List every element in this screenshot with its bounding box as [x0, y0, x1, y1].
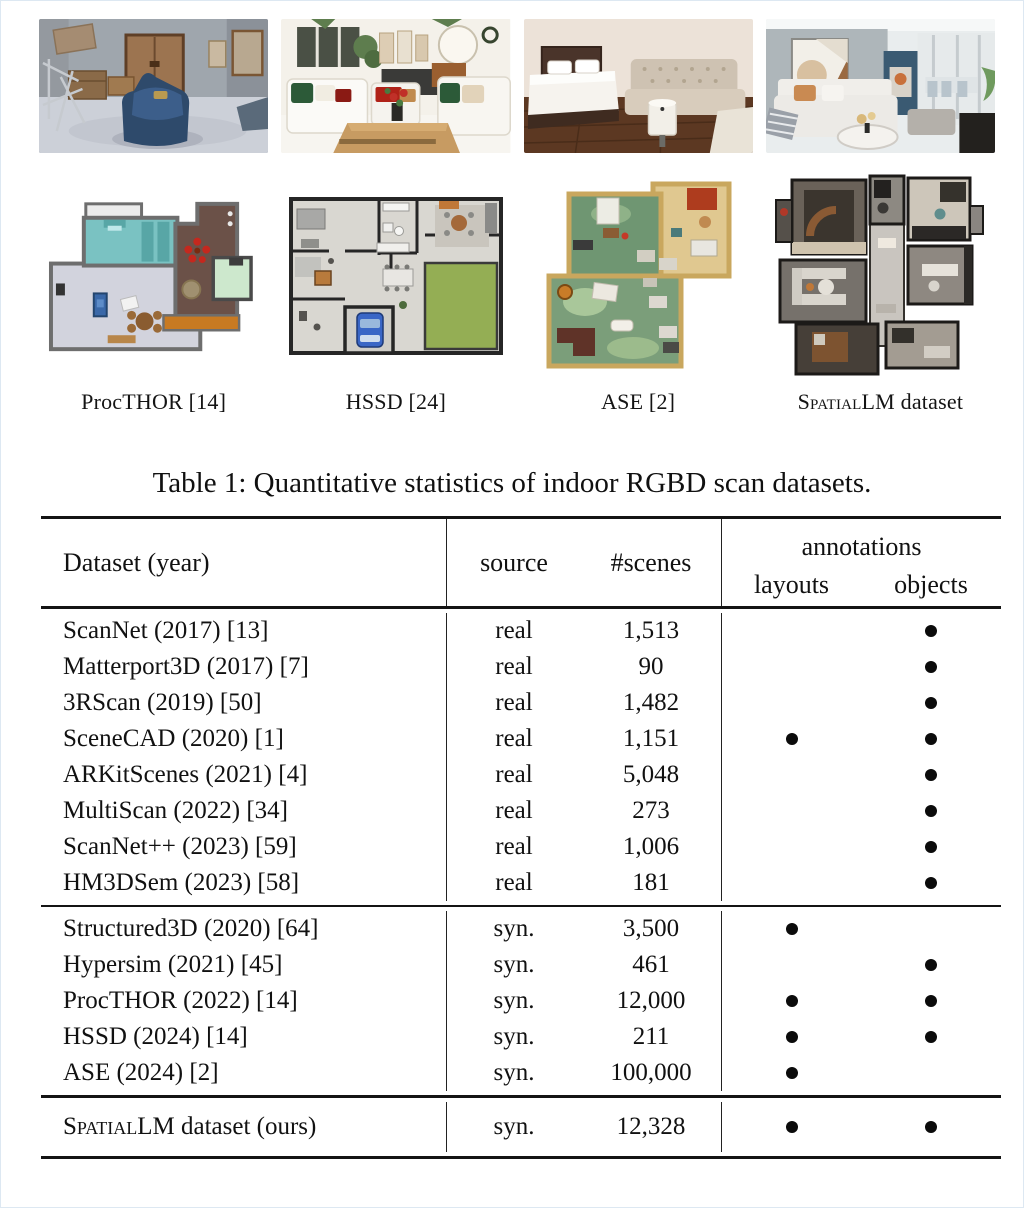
layouts-annotation-dot — [786, 1031, 798, 1043]
layouts-cell — [721, 947, 861, 983]
table-caption: Table 1: Quantitative statistics of indoor RGBD scan datasets. — [152, 467, 872, 499]
objects-cell — [861, 613, 1001, 649]
objects-cell — [861, 1102, 1001, 1152]
dataset-cell: Hypersim (2021) [45] — [63, 951, 283, 978]
source-cell: real — [446, 793, 581, 829]
layouts-annotation-dot — [786, 1121, 798, 1133]
table-row — [41, 721, 1001, 757]
hssd-floorplan-image — [287, 195, 505, 357]
scenes-cell: 3,500 — [622, 915, 680, 942]
procthor-label: ProcTHOR [14] — [81, 389, 227, 414]
scenes-cell: 12,328 — [616, 1112, 686, 1140]
table-group — [41, 1098, 1001, 1156]
objects-cell — [861, 793, 1001, 829]
layouts-annotation-dot — [786, 733, 798, 745]
layouts-cell — [721, 1055, 861, 1091]
floorplan-images-row — [1, 171, 1023, 381]
dataset-cell: HSSD (2024) [14] — [63, 1023, 248, 1050]
objects-annotation-dot — [925, 877, 937, 889]
objects-cell — [861, 911, 1001, 947]
table-row — [41, 983, 1001, 1019]
scenes-cell: 1,482 — [622, 688, 680, 716]
table-row — [41, 613, 1001, 649]
objects-annotation-dot — [925, 841, 937, 853]
layouts-annotation-dot — [786, 995, 798, 1007]
header-scenes: #scenes — [610, 547, 692, 577]
table-row — [41, 793, 1001, 829]
source-cell: syn. — [446, 947, 581, 983]
table-row — [41, 865, 1001, 901]
dataset-cell: ASE (2024) [2] — [63, 1059, 219, 1086]
objects-annotation-dot — [925, 1121, 937, 1133]
source-cell: syn. — [446, 911, 581, 947]
objects-cell — [861, 721, 1001, 757]
layouts-annotation-dot — [786, 1067, 798, 1079]
dataset-cell: SceneCAD (2020) [1] — [63, 724, 284, 752]
objects-annotation-dot — [925, 959, 937, 971]
ase-floorplan-image — [541, 180, 736, 372]
scenes-cell: 1,006 — [622, 832, 680, 860]
dataset-cell: Structured3D (2020) [64] — [63, 915, 319, 942]
source-cell: syn. — [446, 983, 581, 1019]
layouts-annotation-dot — [786, 923, 798, 935]
table-header — [41, 519, 1001, 606]
objects-cell — [861, 685, 1001, 721]
layouts-cell — [721, 829, 861, 865]
source-cell: real — [446, 829, 581, 865]
header-source: source — [446, 519, 581, 606]
objects-cell — [861, 1055, 1001, 1091]
objects-annotation-dot — [925, 625, 937, 637]
scenes-cell: 273 — [632, 796, 670, 824]
objects-cell — [861, 829, 1001, 865]
layouts-cell — [721, 793, 861, 829]
scenes-cell: 461 — [632, 951, 670, 978]
header-annotations: annotations — [721, 519, 1001, 564]
scenes-cell: 12,000 — [616, 987, 686, 1014]
table-group — [41, 907, 1001, 1095]
spatiallm-label: SpatialLM dataset — [797, 389, 964, 414]
scenes-cell: 100,000 — [610, 1059, 692, 1086]
layouts-cell — [721, 721, 861, 757]
hssd-label: HSSD [24] — [345, 389, 446, 414]
layouts-cell — [721, 911, 861, 947]
dataset-cell: Spatial LM dataset (ours) — [63, 1112, 317, 1140]
layouts-cell — [721, 1019, 861, 1055]
layouts-cell — [721, 865, 861, 901]
procthor-floorplan-image — [46, 197, 262, 355]
table-row — [41, 649, 1001, 685]
table-row — [41, 757, 1001, 793]
objects-cell — [861, 757, 1001, 793]
table-bottom-rule — [41, 1156, 1001, 1159]
objects-cell — [861, 1019, 1001, 1055]
dataset-cell: HM3DSem (2023) [58] — [63, 868, 300, 896]
table-body — [41, 609, 1001, 1156]
procthor-render-image — [39, 19, 268, 153]
floorplan-labels-row — [1, 389, 1023, 415]
source-cell: syn. — [446, 1019, 581, 1055]
spatiallm-floorplan-image — [774, 174, 986, 379]
hssd-render-image — [281, 19, 510, 153]
table-group — [41, 609, 1001, 905]
scenes-cell: 90 — [638, 652, 664, 680]
layouts-cell — [721, 757, 861, 793]
dataset-cell: 3RScan (2019) [50] — [63, 688, 262, 716]
layouts-cell — [721, 1102, 861, 1152]
dataset-cell: ScanNet++ (2023) [59] — [63, 832, 297, 860]
spatiallm-render-image — [766, 19, 995, 153]
scenes-cell: 5,048 — [622, 760, 680, 788]
objects-annotation-dot — [925, 661, 937, 673]
scenes-cell: 181 — [632, 868, 670, 896]
table-row — [41, 911, 1001, 947]
render-images-row — [1, 19, 1023, 153]
source-cell: real — [446, 721, 581, 757]
objects-cell — [861, 865, 1001, 901]
header-layouts: layouts — [721, 564, 861, 606]
layouts-cell — [721, 649, 861, 685]
header-dataset: Dataset (year) — [63, 547, 210, 577]
dataset-cell: ProcTHOR (2022) [14] — [63, 987, 298, 1014]
table-row — [41, 1102, 1001, 1152]
objects-annotation-dot — [925, 1031, 937, 1043]
source-cell: syn. — [446, 1102, 581, 1152]
layouts-cell — [721, 983, 861, 1019]
dataset-cell: MultiScan (2022) [34] — [63, 796, 288, 824]
objects-cell — [861, 947, 1001, 983]
objects-annotation-dot — [925, 805, 937, 817]
table-row — [41, 685, 1001, 721]
source-cell: real — [446, 613, 581, 649]
dataset-cell: ScanNet (2017) [13] — [63, 616, 269, 644]
scenes-cell: 1,151 — [622, 724, 680, 752]
table-row — [41, 1019, 1001, 1055]
source-cell: real — [446, 865, 581, 901]
ase-label: ASE [2] — [601, 389, 676, 414]
stats-table — [41, 516, 1001, 1159]
table-row — [41, 1055, 1001, 1091]
ase-render-image — [524, 19, 753, 153]
objects-annotation-dot — [925, 733, 937, 745]
dataset-name-smallcaps: Spatial — [63, 1112, 138, 1140]
source-cell: real — [446, 757, 581, 793]
dataset-cell: ARKitScenes (2021) [4] — [63, 760, 308, 788]
layouts-cell — [721, 613, 861, 649]
layouts-cell — [721, 685, 861, 721]
table-row — [41, 947, 1001, 983]
objects-cell — [861, 649, 1001, 685]
source-cell: syn. — [446, 1055, 581, 1091]
objects-annotation-dot — [925, 995, 937, 1007]
table-row — [41, 829, 1001, 865]
objects-cell — [861, 983, 1001, 1019]
header-objects: objects — [894, 570, 968, 599]
source-cell: real — [446, 685, 581, 721]
scenes-cell: 1,513 — [622, 616, 680, 644]
source-cell: real — [446, 649, 581, 685]
objects-annotation-dot — [925, 697, 937, 709]
objects-annotation-dot — [925, 769, 937, 781]
scenes-cell: 211 — [632, 1023, 670, 1050]
dataset-cell: Matterport3D (2017) [7] — [63, 652, 309, 680]
